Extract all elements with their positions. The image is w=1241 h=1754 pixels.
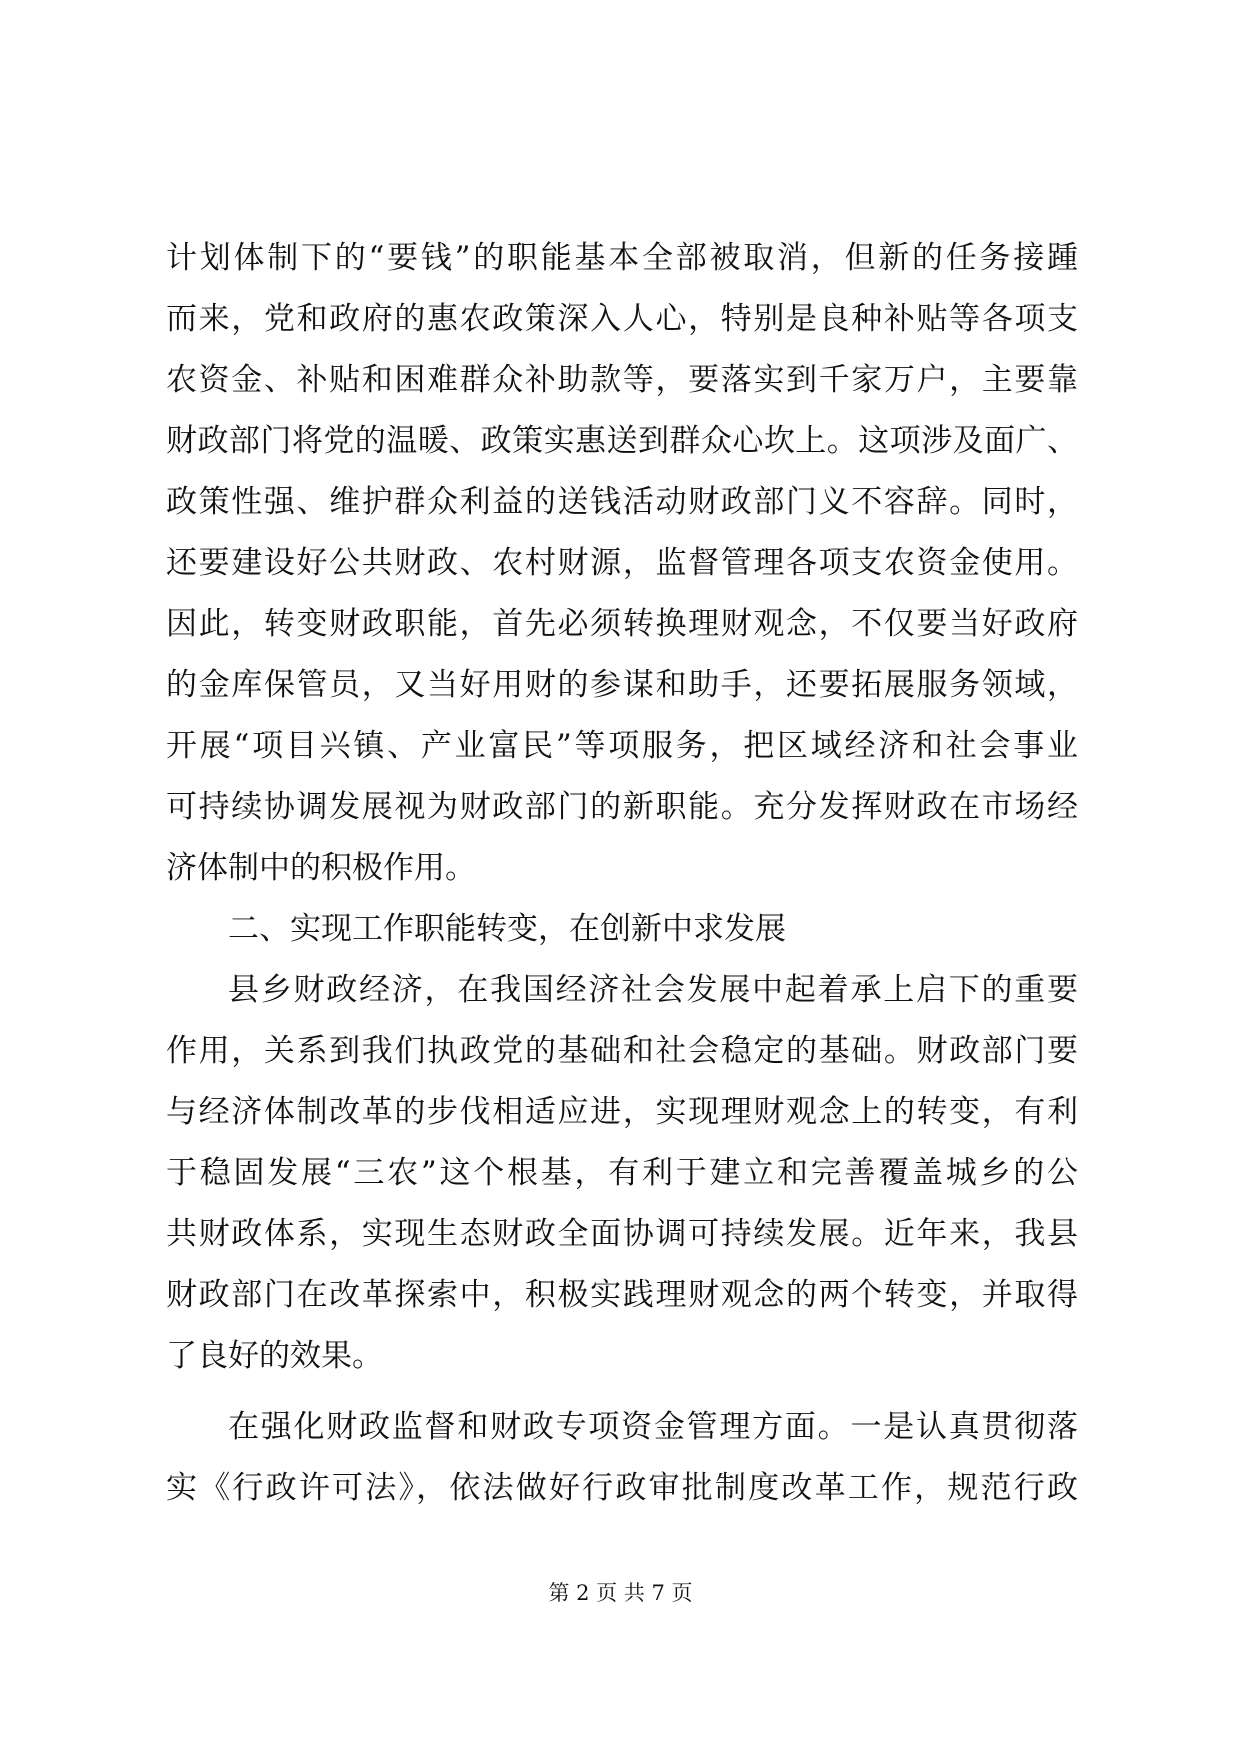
text-line: 财政部门将党的温暖、政策实惠送到群众心坎上。这项涉及面广、 xyxy=(166,423,1078,459)
page-number-label: 第 2 页 共 7 页 xyxy=(548,1581,693,1605)
section-heading: 二、实现工作职能转变，在创新中求发展 xyxy=(228,911,786,947)
text-line: 还要建设好公共财政、农村财源，监督管理各项支农资金使用。 xyxy=(166,545,1078,581)
text-line: 开展“项目兴镇、产业富民”等项服务，把区域经济和社会事业 xyxy=(166,728,1078,764)
paragraph xyxy=(166,960,1078,1387)
text-line: 于稳固发展“三农”这个根基，有利于建立和完善覆盖城乡的公 xyxy=(166,1155,1078,1191)
paragraph-gap xyxy=(166,1387,1078,1397)
text-line: 了良好的效果。 xyxy=(166,1338,383,1374)
text-line: 县乡财政经济，在我国经济社会发展中起着承上启下的重要 xyxy=(228,972,1078,1008)
text-line: 与经济体制改革的步伐相适应进，实现理财观念上的转变，有利 xyxy=(166,1094,1078,1130)
text-line: 政策性强、维护群众利益的送钱活动财政部门义不容辞。同时， xyxy=(166,484,1078,520)
text-line: 济体制中的积极作用。 xyxy=(166,850,476,886)
text-line: 实《行政许可法》，依法做好行政审批制度改革工作，规范行政 xyxy=(166,1470,1078,1506)
text-line: 作用，关系到我们执政党的基础和社会稳定的基础。财政部门要 xyxy=(166,1033,1078,1069)
text-line: 的金库保管员，又当好用财的参谋和助手，还要拓展服务领域， xyxy=(166,667,1078,703)
paragraph xyxy=(166,1397,1078,1519)
paragraph-continuation xyxy=(166,228,1078,899)
document-body xyxy=(166,228,1078,1519)
text-line: 农资金、补贴和困难群众补助款等，要落实到千家万户，主要靠 xyxy=(166,362,1078,398)
text-line: 而来，党和政府的惠农政策深入人心，特别是良种补贴等各项支 xyxy=(166,301,1078,337)
text-line: 计划体制下的“要钱”的职能基本全部被取消，但新的任务接踵 xyxy=(166,240,1078,276)
text-line: 共财政体系，实现生态财政全面协调可持续发展。近年来，我县 xyxy=(166,1216,1078,1252)
text-line: 可持续协调发展视为财政部门的新职能。充分发挥财政在市场经 xyxy=(166,789,1078,825)
text-line: 财政部门在改革探索中，积极实践理财观念的两个转变，并取得 xyxy=(166,1277,1078,1313)
text-line: 因此，转变财政职能，首先必须转换理财观念，不仅要当好政府 xyxy=(166,606,1078,642)
text-line: 在强化财政监督和财政专项资金管理方面。一是认真贯彻落 xyxy=(228,1409,1078,1445)
page-footer xyxy=(0,1578,1241,1608)
